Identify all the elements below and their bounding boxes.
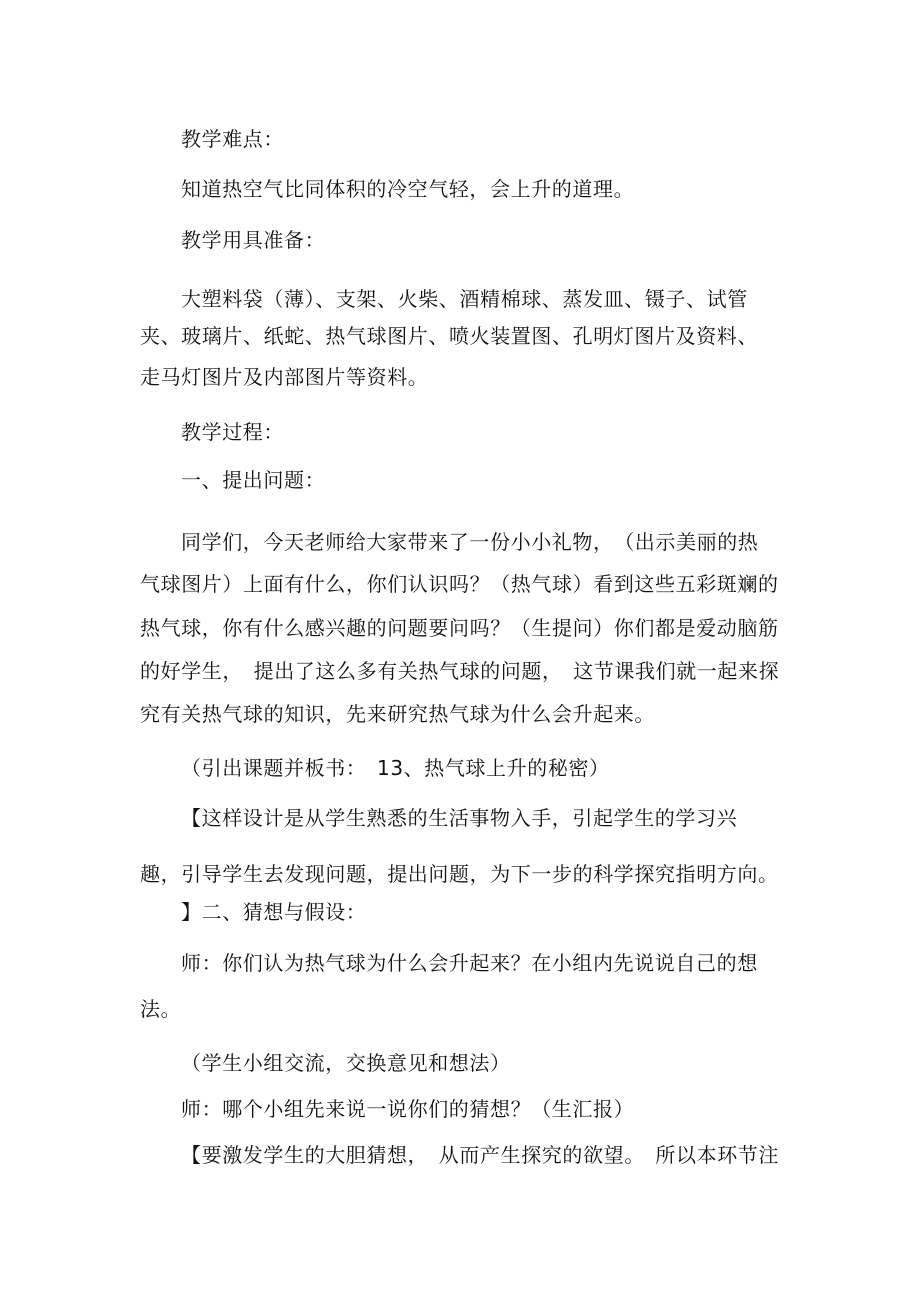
paragraph-intro-line-3: 热气球，你有什么感兴趣的问题要问吗？（生提问）你们都是爱动脑筋 xyxy=(140,616,779,640)
paragraph-board-title: （引出课题并板书： 13、热气球上升的秘密） xyxy=(181,756,610,780)
paragraph-design-note-line-1: 【这样设计是从学生熟悉的生活事物入手，引起学生的学习兴 xyxy=(181,806,738,830)
paragraph-group-exchange: （学生小组交流，交换意见和想法） xyxy=(181,1051,511,1075)
heading-teaching-process: 教学过程： xyxy=(181,420,284,444)
heading-teaching-difficulty: 教学难点： xyxy=(181,127,284,151)
paragraph-intro-line-1: 同学们，今天老师给大家带来了一份小小礼物， （出示美丽的热 xyxy=(181,530,759,554)
heading-section-one: 一、提出问题： xyxy=(181,468,326,492)
paragraph-intro-line-2: 气球图片）上面有什么，你们认识吗？（热气球）看到这些五彩斑斓的 xyxy=(140,572,779,596)
paragraph-intro-line-4: 的好学生， 提出了这么多有关热气球的问题， 这节课我们就一起来探 xyxy=(140,659,780,683)
paragraph-tools-line-1: 大塑料袋（薄）、支架、火柴、酒精棉球、蒸发皿、镊子、试管 xyxy=(181,287,748,311)
paragraph-tools-line-2: 夹、玻璃片、纸蛇、热气球图片、喷火装置图、孔明灯图片及资料、 xyxy=(140,324,758,348)
paragraph-intro-line-5: 究有关热气球的知识，先来研究热气球为什么会升起来。 xyxy=(140,702,655,726)
paragraph-teacher-ask-report: 师：哪个小组先来说一说你们的猜想？（生汇报） xyxy=(181,1097,635,1121)
heading-section-two: 】二、猜想与假设： xyxy=(181,900,367,924)
paragraph-tools-line-3: 走马灯图片及内部图片等资料。 xyxy=(140,365,429,389)
paragraph-motivation-note: 【要激发学生的大胆猜想， 从而产生探究的欲望。 所以本环节注 xyxy=(181,1143,779,1167)
paragraph-design-note-line-2: 趣，引导学生去发现问题，提出问题，为下一步的科学探究指明方向。 xyxy=(140,862,779,886)
paragraph-teacher-question-line-1: 师：你们认为热气球为什么会升起来？在小组内先说说自己的想 xyxy=(181,951,758,975)
heading-teaching-tools: 教学用具准备： xyxy=(181,228,326,252)
paragraph-teacher-question-line-2: 法。 xyxy=(140,997,182,1021)
paragraph-difficulty-text: 知道热空气比同体积的冷空气轻，会上升的道理。 xyxy=(181,177,635,201)
